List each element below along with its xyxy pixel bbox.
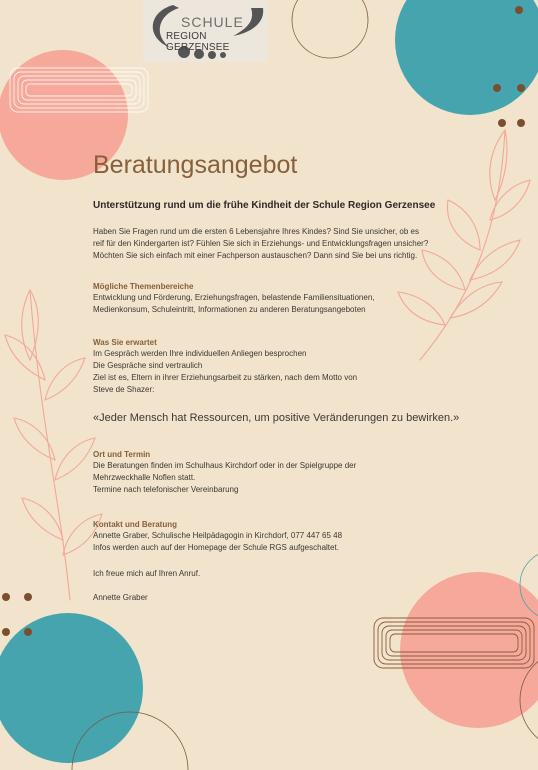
section-line: Termine nach telefonischer Vereinbarung — [93, 485, 239, 494]
intro-line: Haben Sie Fragen rund um die ersten 6 Lebensjahre Ihres Kindes? Sind Sie unsicher, ob es — [93, 227, 419, 236]
logo-text-bottom: REGION GERZENSEE — [166, 31, 230, 53]
section-body-location — [93, 460, 356, 496]
section-line: Die Gespräche sind vertraulich — [93, 361, 203, 370]
section-heading-location: Ort und Termin — [93, 450, 151, 459]
section-line: Entwicklung und Förderung, Erziehungsfragen, belastende Familiensituationen, — [93, 293, 375, 302]
logo-text-top: SCHULE — [181, 14, 244, 30]
section-body-contact — [93, 530, 342, 554]
section-line: Im Gespräch werden Ihre individuellen Anliegen besprochen — [93, 349, 307, 358]
teal-circle-bottom-left — [0, 613, 143, 763]
section-line: Steve de Shazer: — [93, 385, 155, 394]
closing-text: Ich freue mich auf Ihren Anruf. — [93, 569, 201, 578]
intro-paragraph — [93, 226, 428, 262]
section-body-expectations — [93, 348, 357, 396]
section-line: Ziel ist es, Eltern in ihrer Erziehungsarbeit zu stärken, nach dem Motto von — [93, 373, 358, 382]
section-line: Infos werden auch auf der Homepage der Schule RGS aufgeschaltet. — [93, 543, 339, 552]
section-heading-contact: Kontakt und Beratung — [93, 520, 177, 529]
section-line: Mehrzweckhalle Noflen statt. — [93, 473, 196, 482]
intro-line: reif für den Kindergarten ist? Fühlen Sie sich in Erziehungs- und Entwicklungsfragen unsicher? — [93, 239, 429, 248]
section-line: Annette Graber, Schulische Heilpädagogin in Kirchdorf, 077 447 65 48 — [93, 531, 343, 540]
section-heading-expectations: Was Sie erwartet — [93, 338, 157, 347]
page-title: Beratungsangebot — [93, 151, 298, 179]
section-line: Medienkonsum, Schuleintritt, Informationen zu anderen Beratungsangeboten — [93, 305, 366, 314]
teal-circle-top-right — [395, 0, 538, 115]
motto-quote: «Jeder Mensch hat Ressourcen, um positive Veränderungen zu bewirken.» — [93, 412, 460, 424]
school-logo — [143, 0, 268, 62]
signature-text: Annette Graber — [93, 593, 148, 602]
section-heading-topics: Mögliche Themenbereiche — [93, 282, 194, 291]
section-body-topics — [93, 292, 375, 316]
section-line: Die Beratungen finden im Schulhaus Kirchdorf oder in der Spielgruppe der — [93, 461, 357, 470]
intro-line: Möchten Sie sich einfach mit einer Fachperson austauschen? Dann sind Sie bei uns richtig. — [93, 251, 418, 260]
page-subtitle: Unterstützung rund um die frühe Kindheit der Schule Region Gerzensee — [93, 200, 436, 211]
